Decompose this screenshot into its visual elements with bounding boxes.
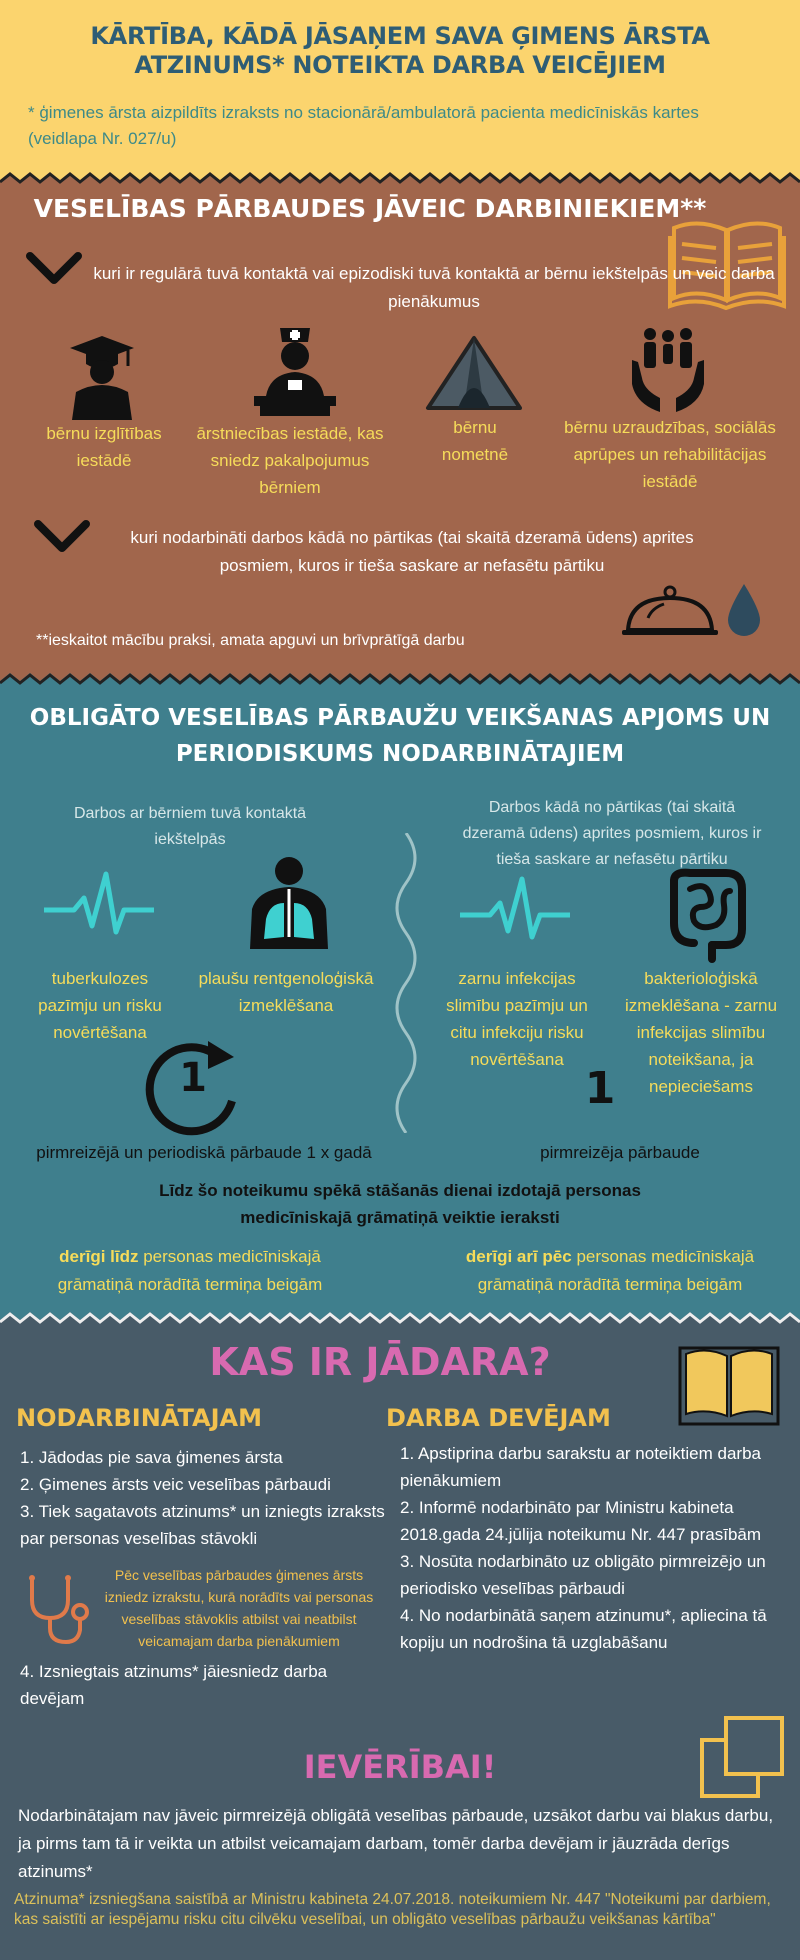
- list-item: 1. Apstiprina darbu sarakstu ar noteiktiem darba pienākumiem: [400, 1444, 761, 1490]
- place-label-school: bērnu izglītības iestādē: [46, 424, 162, 470]
- header-section: [0, 0, 800, 180]
- page-title: KĀRTĪBA, KĀDĀ JĀSAŅEM SAVA ĢIMENS ĀRSTA ATZINUMS* NOTEIKTA DARBA VEICĒJIEM: [90, 22, 710, 79]
- valid-right: [440, 1243, 780, 1299]
- who-title: VESELĪBAS PĀRBAUDES JĀVEIC DARBINIEKIEM**: [33, 194, 707, 223]
- scope-left-heading: Darbos ar bērniem tuvā kontaktā iekštelpās: [73, 805, 307, 848]
- food-cloche-icon: [620, 584, 720, 640]
- footer-note: Atzinuma* izsniegšana saistībā ar Ministru kabineta 24.07.2018. noteikumiem Nr. 447 "Noteikumi par darbiem, kas saistīti ar iespējamu risku citu cilvēku veselībai, un obligāto veselības pārbaužu veikšanas kārtība": [14, 1891, 771, 1928]
- valid-left-strong: derīgi līdz: [59, 1247, 139, 1266]
- zigzag-divider: [0, 172, 800, 194]
- place-label-camp: bērnu nometnē: [441, 418, 509, 464]
- list-item: 2. Ģimenes ārsts veic veselības pārbaudi: [20, 1475, 331, 1494]
- list-item: 3. Tiek sagatavots atzinums* un izniegts izraksts par personas veselības stāvokli: [20, 1502, 385, 1548]
- valid-right-line-2: grāmatiņā norādītā termiņa beigām: [477, 1275, 743, 1294]
- who-section: [0, 172, 800, 682]
- scope-right-heading: Darbos kādā no pārtikas (tai skaitā dzeramā ūdens) aprites posmiem, kuros ir tieša saskare ar nefasētu pārtiku: [462, 799, 762, 868]
- attention-text: Nodarbinātajam nav jāveic pirmreizējā obligātā veselības pārbaude, uzsākot darbu vai blakus darbu, ja pirms tam tā ir veikta un atbilst veicamajam darbam, tomēr darba devējam ir jāuzrāda derīgs atzinums*: [18, 1806, 774, 1881]
- valid-left: [20, 1243, 360, 1299]
- stethoscope-icon: [22, 1574, 92, 1646]
- copy-squares-icon: [700, 1714, 786, 1800]
- place-label-care: bērnu uzraudzības, sociālās aprūpes un rehabilitācijas iestādē: [564, 418, 776, 491]
- nurse-icon: [250, 322, 340, 418]
- employee-steps: [20, 1444, 390, 1552]
- zigzag-divider: [0, 673, 800, 695]
- scope-right-check-1: zarnu infekcijas slimību pazīmju un citu infekciju risku novērtēšana: [446, 969, 588, 1069]
- valid-right-rest: personas medicīniskajā: [571, 1247, 755, 1266]
- graduate-icon: [62, 330, 138, 420]
- open-book-icon: [678, 1342, 780, 1426]
- scope-section: [0, 673, 800, 1323]
- employee-title: NODARBINĀTAJAM: [16, 1404, 262, 1432]
- list-item: 2. Informē nodarbināto par Ministru kabineta 2018.gada 24.jūlija noteikumu Nr. 447 prasībām: [400, 1498, 762, 1544]
- employee-note: Pēc veselības pārbaudes ģimenes ārsts izniedz izrakstu, kurā norādīts vai personas veselības stāvoklis atbilst vai neatbilst veicamajam darba pienākumiem: [104, 1567, 374, 1649]
- tent-icon: [424, 334, 524, 412]
- who-item-1: kuri ir regulārā tuvā kontaktā vai epizodiski tuvā kontaktā ar bērnu iekštelpās un veic darba pienākumus: [93, 264, 775, 311]
- records-line-2: medicīniskajā grāmatiņā veiktie ieraksti: [240, 1208, 560, 1227]
- place-label-clinic: ārstniecības iestādē, kas sniedz pakalpojumus bērniem: [196, 424, 384, 497]
- family-care-icon: [626, 324, 710, 420]
- employer-title: DARBA DEVĒJAM: [386, 1404, 611, 1432]
- scope-right-frequency: pirmreizēja pārbaude: [540, 1143, 700, 1162]
- attention-title: IEVĒRĪBAI!: [303, 1748, 497, 1786]
- employer-steps: [400, 1440, 785, 1656]
- valid-left-rest: personas medicīniskajā: [138, 1247, 321, 1266]
- pulse-icon: [460, 873, 570, 943]
- check-chevron-icon: [34, 520, 90, 554]
- who-footnote: **ieskaitot mācību praksi, amata apguvi un brīvprātīgā darbu: [36, 632, 465, 649]
- scope-left-check-1: tuberkulozes pazīmju un risku novērtēšana: [38, 969, 162, 1042]
- intestine-icon: [660, 867, 750, 963]
- scope-title-line-2: PERIODISKUMS NODARBINĀTAJIEM: [175, 741, 625, 767]
- employee-step-4: 4. Izsniegtais atzinums* jāiesniedz darba devējam: [20, 1662, 328, 1708]
- list-item: 3. Nosūta nodarbināto uz obligāto pirmreizējo un periodisko veselības pārbaudi: [400, 1552, 766, 1598]
- who-item-2: kuri nodarbināti darbos kādā no pārtikas (tai skaitā dzeramā ūdens) aprites posmiem, kuros ir tieša saskare ar nefasētu pārtiku: [130, 528, 694, 575]
- scope-left-frequency: pirmreizējā un periodiskā pārbaude 1 x gadā: [36, 1143, 372, 1162]
- pulse-icon: [44, 868, 154, 938]
- scope-title-line-1: OBLIGĀTO VESELĪBAS PĀRBAUŽU VEIKŠANAS APJOMS UN: [29, 705, 771, 731]
- lungs-xray-icon: [244, 853, 334, 949]
- scope-right-number: 1: [584, 1063, 616, 1114]
- list-item: 1. Jādodas pie sava ģimenes ārsta: [20, 1448, 283, 1467]
- scope-left-check-2: plaušu rentgenoloģiskā izmeklēšana: [198, 969, 374, 1015]
- zigzag-divider: [0, 1312, 800, 1334]
- todo-section: [0, 1312, 800, 1960]
- valid-right-strong: derīgi arī pēc: [465, 1247, 572, 1266]
- water-drop-icon: [724, 582, 764, 640]
- wavy-divider: [386, 833, 426, 1133]
- scope-right-check-2: bakterioloģiskā izmeklēšana - zarnu infekcijas slimību noteikšana, ja nepieciešams: [624, 969, 778, 1096]
- valid-left-line-2: grāmatiņā norādītā termiņa beigām: [57, 1275, 323, 1294]
- check-chevron-icon: [26, 252, 82, 286]
- records-line-1: Līdz šo noteikumu spēkā stāšanās dienai izdotajā personas: [159, 1181, 641, 1200]
- todo-title: KAS IR JĀDARA?: [209, 1340, 551, 1384]
- header-footnote: * ģimenes ārsta aizpildīts izraksts no stacionārā/ambulatorā pacienta medicīniskās kartes (veidlapa Nr. 027/u): [28, 103, 699, 148]
- cycle-number: 1: [179, 1055, 207, 1101]
- list-item: 4. No nodarbinātā saņem atzinumu*, apliecina tā kopiju un nodrošina tā uzglabāšanu: [400, 1606, 767, 1652]
